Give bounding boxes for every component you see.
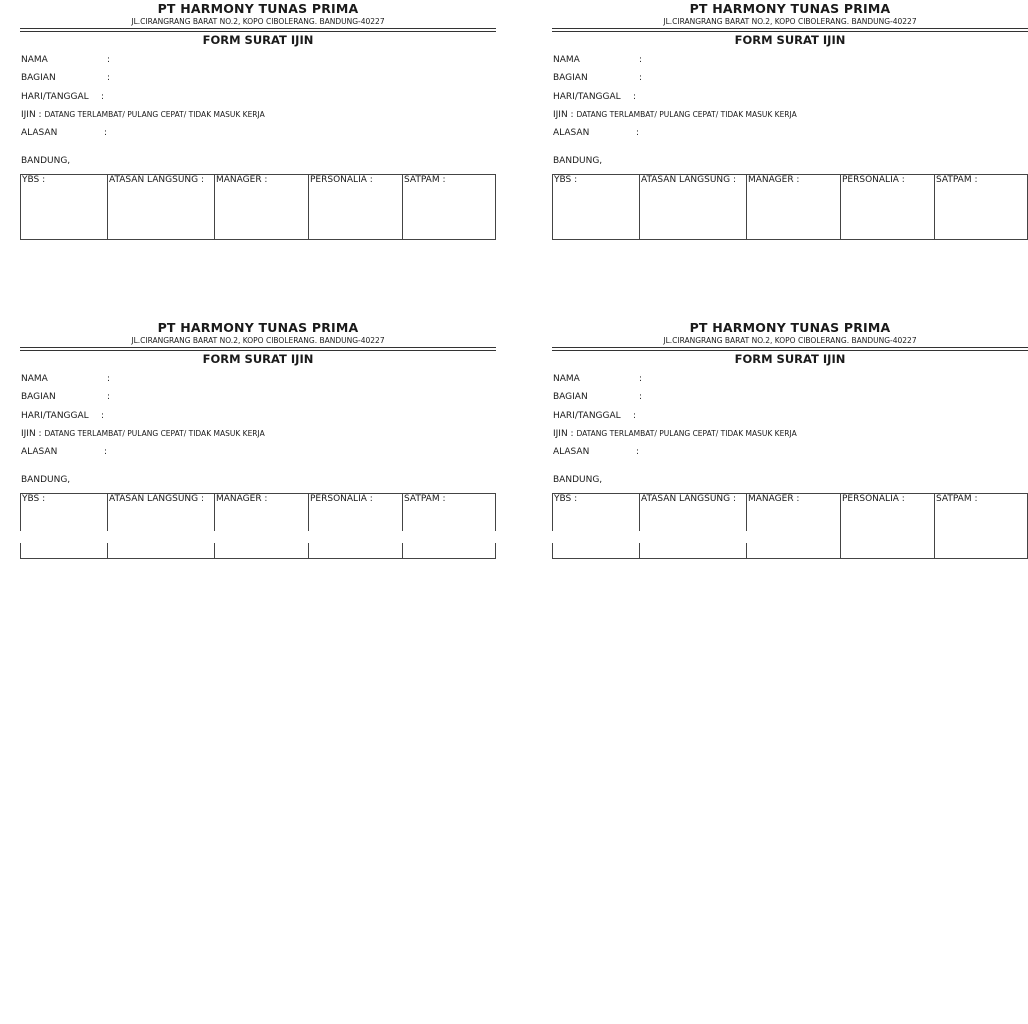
- signature-label: MANAGER :: [748, 175, 800, 185]
- signature-cell-satpam: [402, 175, 496, 239]
- company-address: JL.CIRANGRANG BARAT NO.2, KOPO CIBOLERANG. BANDUNG-40227: [131, 17, 385, 26]
- form-title: FORM SURAT IJIN: [734, 33, 846, 47]
- signature-table: [20, 174, 496, 240]
- alasan-colon: :: [104, 447, 108, 457]
- nama-label: NAMA: [21, 55, 48, 65]
- bagian-colon: :: [107, 392, 111, 402]
- ijin-label: IJIN :: [21, 429, 42, 439]
- signature-cell-personalia: [840, 494, 934, 558]
- signature-cell-atasan: [107, 494, 214, 558]
- alasan-colon: :: [104, 128, 108, 138]
- alasan-label: ALASAN: [553, 447, 590, 457]
- hari-tanggal-colon: :: [101, 411, 105, 421]
- ijin-options: DATANG TERLAMBAT/ PULANG CEPAT/ TIDAK MASUK KERJA: [576, 429, 797, 438]
- signature-cell-manager: [746, 175, 840, 239]
- form-title: FORM SURAT IJIN: [202, 352, 314, 366]
- signature-label: ATASAN LANGSUNG :: [641, 175, 737, 185]
- hari-tanggal-colon: :: [101, 92, 105, 102]
- signature-label: ATASAN LANGSUNG :: [109, 494, 205, 504]
- hari-tanggal-label: HARI/TANGGAL: [21, 92, 89, 102]
- alasan-label: ALASAN: [21, 128, 58, 138]
- ijin-row: [553, 429, 797, 439]
- signature-label: MANAGER :: [216, 494, 268, 504]
- bagian-label: BAGIAN: [21, 392, 56, 402]
- signature-cell-atasan: [639, 175, 746, 239]
- signature-label: PERSONALIA :: [310, 494, 373, 504]
- signature-cell-personalia: [308, 494, 402, 558]
- ijin-label: IJIN :: [553, 110, 574, 120]
- company-name: PT HARMONY TUNAS PRIMA: [689, 1, 891, 16]
- hari-tanggal-colon: :: [633, 411, 637, 421]
- signature-label: YBS :: [554, 175, 578, 185]
- hari-tanggal-label: HARI/TANGGAL: [553, 411, 621, 421]
- signature-cell-satpam: [934, 175, 1028, 239]
- company-address: JL.CIRANGRANG BARAT NO.2, KOPO CIBOLERANG. BANDUNG-40227: [663, 17, 917, 26]
- place-date: BANDUNG,: [21, 475, 71, 485]
- nama-colon: :: [107, 374, 111, 384]
- alasan-colon: :: [636, 447, 640, 457]
- nama-colon: :: [107, 55, 111, 65]
- ijin-label: IJIN :: [21, 110, 42, 120]
- ijin-options: DATANG TERLAMBAT/ PULANG CEPAT/ TIDAK MASUK KERJA: [44, 429, 265, 438]
- signature-label: SATPAM :: [404, 494, 446, 504]
- signature-cell-atasan: [107, 175, 214, 239]
- bagian-colon: :: [107, 73, 111, 83]
- permit-form: [20, 0, 496, 260]
- alasan-label: ALASAN: [553, 128, 590, 138]
- header-double-rule: [552, 347, 1028, 351]
- place-date: BANDUNG,: [21, 156, 71, 166]
- header-double-rule: [20, 347, 496, 351]
- signature-label: PERSONALIA :: [310, 175, 373, 185]
- page-break-gap: [0, 531, 768, 543]
- signature-cell-ybs: [553, 494, 639, 558]
- ijin-options: DATANG TERLAMBAT/ PULANG CEPAT/ TIDAK MASUK KERJA: [576, 110, 797, 119]
- signature-label: MANAGER :: [748, 494, 800, 504]
- signature-cell-ybs: [21, 494, 107, 558]
- signature-cell-manager: [746, 494, 840, 558]
- nama-colon: :: [639, 55, 643, 65]
- signature-label: SATPAM :: [404, 175, 446, 185]
- signature-cell-ybs: [21, 175, 107, 239]
- nama-label: NAMA: [21, 374, 48, 384]
- company-name: PT HARMONY TUNAS PRIMA: [689, 320, 891, 335]
- signature-table: [552, 174, 1028, 240]
- place-date: BANDUNG,: [553, 156, 603, 166]
- signature-label: PERSONALIA :: [842, 494, 905, 504]
- alasan-label: ALASAN: [21, 447, 58, 457]
- signature-label: SATPAM :: [936, 494, 978, 504]
- signature-cell-manager: [214, 494, 308, 558]
- hari-tanggal-label: HARI/TANGGAL: [553, 92, 621, 102]
- ijin-row: [553, 110, 797, 120]
- company-name: PT HARMONY TUNAS PRIMA: [157, 1, 359, 16]
- nama-colon: :: [639, 374, 643, 384]
- signature-cell-atasan: [639, 494, 746, 558]
- ijin-row: [21, 429, 265, 439]
- header-double-rule: [552, 28, 1028, 32]
- header-double-rule: [20, 28, 496, 32]
- form-title: FORM SURAT IJIN: [734, 352, 846, 366]
- signature-label: SATPAM :: [936, 175, 978, 185]
- signature-label: PERSONALIA :: [842, 175, 905, 185]
- signature-cell-manager: [214, 175, 308, 239]
- ijin-label: IJIN :: [553, 429, 574, 439]
- form-title: FORM SURAT IJIN: [202, 33, 314, 47]
- signature-table: [20, 493, 496, 559]
- ijin-options: DATANG TERLAMBAT/ PULANG CEPAT/ TIDAK MASUK KERJA: [44, 110, 265, 119]
- bagian-colon: :: [639, 392, 643, 402]
- signature-label: YBS :: [22, 494, 46, 504]
- signature-label: YBS :: [22, 175, 46, 185]
- signature-cell-ybs: [553, 175, 639, 239]
- signature-label: YBS :: [554, 494, 578, 504]
- alasan-colon: :: [636, 128, 640, 138]
- hari-tanggal-label: HARI/TANGGAL: [21, 411, 89, 421]
- signature-cell-personalia: [308, 175, 402, 239]
- signature-label: ATASAN LANGSUNG :: [641, 494, 737, 504]
- signature-label: ATASAN LANGSUNG :: [109, 175, 205, 185]
- hari-tanggal-colon: :: [633, 92, 637, 102]
- nama-label: NAMA: [553, 374, 580, 384]
- place-date: BANDUNG,: [553, 475, 603, 485]
- signature-cell-satpam: [402, 494, 496, 558]
- signature-table: [552, 493, 1028, 559]
- nama-label: NAMA: [553, 55, 580, 65]
- bagian-label: BAGIAN: [21, 73, 56, 83]
- bagian-label: BAGIAN: [553, 73, 588, 83]
- company-name: PT HARMONY TUNAS PRIMA: [157, 320, 359, 335]
- bagian-label: BAGIAN: [553, 392, 588, 402]
- signature-cell-satpam: [934, 494, 1028, 558]
- company-address: JL.CIRANGRANG BARAT NO.2, KOPO CIBOLERANG. BANDUNG-40227: [663, 336, 917, 345]
- permit-form: [552, 0, 1028, 260]
- bagian-colon: :: [639, 73, 643, 83]
- ijin-row: [21, 110, 265, 120]
- company-address: JL.CIRANGRANG BARAT NO.2, KOPO CIBOLERANG. BANDUNG-40227: [131, 336, 385, 345]
- signature-label: MANAGER :: [216, 175, 268, 185]
- signature-cell-personalia: [840, 175, 934, 239]
